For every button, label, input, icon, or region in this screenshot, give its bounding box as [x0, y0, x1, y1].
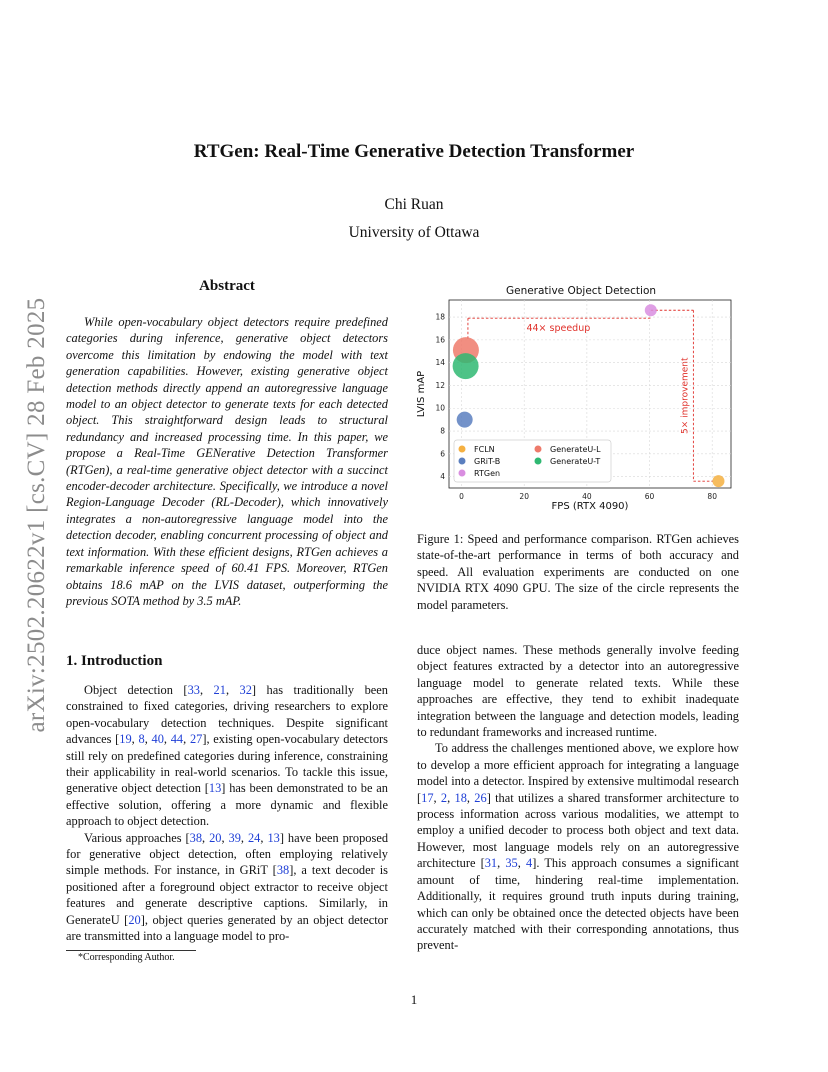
citation-link[interactable]: 38 — [189, 830, 203, 845]
intro-right-column — [417, 642, 739, 954]
citation-link[interactable]: 44 — [170, 732, 184, 747]
citation-link[interactable]: 2 — [440, 790, 448, 805]
citation-link[interactable]: 4 — [525, 856, 533, 871]
intro-paragraph-1: Object detection [33, 21, 32] has traditionally been constrained to fixed categories, driving researchers to explore open-vocabulary detection techniques. Despite significant advances [19, 8, 40, 44, 27], existing open-vocabulary detectors still rely on predefined categories during inference, constraining their applicability in real-world scenarios. To tackle this issue, generative object detection [13] has been demonstrated to be an effective solution, offering a more dynamic and flexible approach to object detection. — [66, 683, 388, 829]
legend-label: GenerateU-T — [550, 457, 601, 466]
legend-marker — [459, 458, 466, 465]
citation-link[interactable]: 38 — [276, 863, 290, 878]
y-tick-label: 10 — [435, 403, 445, 413]
data-point — [457, 412, 473, 428]
abstract-text: While open-vocabulary object detectors require predefined categories during inference, generative object detectors overcome this limitation by endowing the model with text generation capabilities. However, existing generative object detection methods directly append an autoregressive language model to an object detector to generate texts for each detected object. This straightforward design leads to structural redundancy and increased processing time. In this paper, we propose a Real-Time GENerative Detection Transformer (RTGen), a real-time generative object detector with a succinct encoder-decoder architecture. Specifically, we introduce a novel Region-Language Decoder (RL-Decoder), which innovatively integrates a non-autoregressive language model into the detection decoder, enabling concurrent processing of object and text information. With these efficient designs, RTGen achieves a remarkable inference speed of 60.41 FPS. Moreover, RTGen obtains 18.6 mAP on the LVIS dataset, outperforming the previous SOTA method by 3.5 mAP. — [66, 315, 388, 608]
legend-label: GenerateU-L — [550, 445, 601, 454]
citation-link[interactable]: 20 — [128, 912, 141, 927]
y-axis-label: LVIS mAP — [416, 370, 427, 418]
data-point — [712, 475, 724, 487]
x-tick-label: 40 — [582, 492, 592, 501]
y-tick-label: 12 — [435, 380, 445, 390]
citation-link[interactable]: 31 — [484, 856, 498, 871]
chart-legend — [454, 440, 611, 482]
y-tick-label: 18 — [435, 312, 445, 322]
x-tick-label: 0 — [459, 492, 464, 501]
x-axis-label: FPS (RTX 4090) — [551, 501, 629, 512]
footnote-rule — [66, 950, 196, 951]
footnote: *Corresponding Author. — [78, 952, 175, 963]
legend-label: FCLN — [474, 445, 495, 454]
citation-link[interactable]: 24 — [247, 830, 261, 845]
arxiv-watermark — [20, 275, 54, 755]
improvement-label: 5× improvement — [680, 357, 691, 434]
legend-marker — [535, 458, 542, 465]
legend-marker — [459, 446, 466, 453]
chart-title: Generative Object Detection — [505, 285, 657, 297]
speedup-label: 44× speedup — [526, 323, 591, 335]
x-tick-label: 60 — [644, 492, 655, 501]
intro-paragraph-3: duce object names. These methods generally involve feeding object features extracted by a detector into an autoregressive language model to generate related texts. While these approaches are effective, they tend to exhibit inadequate integration between the language and detection models, leading to redundant frameworks and increased runtime. — [417, 643, 739, 740]
y-tick-label: 8 — [440, 426, 445, 436]
figure-1-caption: Figure 1: Speed and performance comparison. RTGen achieves state-of-the-art performance in terms of both accuracy and speed. All evaluation experiments are conducted on one NVIDIA RTX 4090 GPU. The size of the circle represents the model parameters. — [417, 532, 739, 612]
page-number: 1 — [410, 992, 418, 1007]
citation-link[interactable]: 27 — [189, 732, 203, 747]
author-affiliation: University of Ottawa — [348, 224, 480, 241]
citation-link[interactable]: 26 — [474, 790, 487, 805]
legend-marker — [459, 470, 466, 477]
author-name: Chi Ruan — [384, 196, 444, 213]
citation-link[interactable]: 19 — [119, 732, 132, 747]
legend-marker — [535, 446, 542, 453]
data-point — [645, 304, 657, 316]
intro-left-column — [66, 682, 388, 945]
legend-label: RTGen — [474, 469, 501, 478]
legend-label: GRiT-B — [474, 457, 501, 466]
paper-title: RTGen: Real-Time Generative Detection Transformer — [193, 141, 635, 162]
y-tick-label: 6 — [440, 449, 445, 459]
abstract-heading: Abstract — [199, 278, 255, 294]
intro-heading: 1. Introduction — [66, 653, 163, 669]
citation-link[interactable]: 17 — [421, 790, 434, 805]
citation-link[interactable]: 13 — [208, 781, 222, 796]
citation-link[interactable]: 32 — [239, 683, 252, 697]
citation-link[interactable]: 20 — [209, 830, 222, 845]
y-tick-label: 14 — [435, 358, 445, 368]
y-tick-label: 16 — [435, 335, 445, 345]
arxiv-id: arXiv:2502.20622v1 [cs.CV] 28 Feb 2025 — [23, 297, 50, 733]
citation-link[interactable]: 40 — [151, 732, 164, 747]
intro-paragraph-2: Various approaches [38, 20, 39, 24, 13] have been proposed for generative object detection, often employing relatively simple methods. For instance, in GRiT [38], a text decoder is positioned after a foreground object extractor to receive object features and generate descriptive captions. Similarly, in GenerateU [20], object queries generated by an object detector are transmitted into a language model to pro- — [66, 830, 389, 944]
intro-paragraph-4: To address the challenges mentioned above, we explore how to develop a more efficient approach for integrating a language model into a detector. Inspired by extensive multimodal research [17, 2, 18, 26] that utilizes a shared transformer architecture to process information across various modalities, we attempt to employ a unified decoder to process both object and text data. However, most language models rely on an autoregressive architecture [31, 35, 4]. This approach consumes a significant amount of time, hindering real-time implementation. Additionally, it requires ground truth inputs during training, which can only be obtained once the detected objects have been accurately matched with their corresponding annotations, thus prevent- — [417, 741, 739, 953]
data-point — [453, 353, 479, 379]
citation-link[interactable]: 33 — [187, 683, 200, 697]
y-tick-label: 4 — [440, 472, 445, 482]
citation-link[interactable]: 39 — [228, 830, 241, 845]
figure-1-chart — [410, 280, 740, 518]
x-tick-label: 80 — [707, 492, 717, 501]
citation-link[interactable]: 18 — [454, 790, 467, 805]
citation-link[interactable]: 13 — [267, 830, 280, 845]
x-tick-label: 20 — [519, 492, 529, 501]
citation-link[interactable]: 35 — [505, 856, 518, 871]
citation-link[interactable]: 21 — [213, 683, 226, 697]
citation-link[interactable]: 8 — [138, 732, 145, 747]
